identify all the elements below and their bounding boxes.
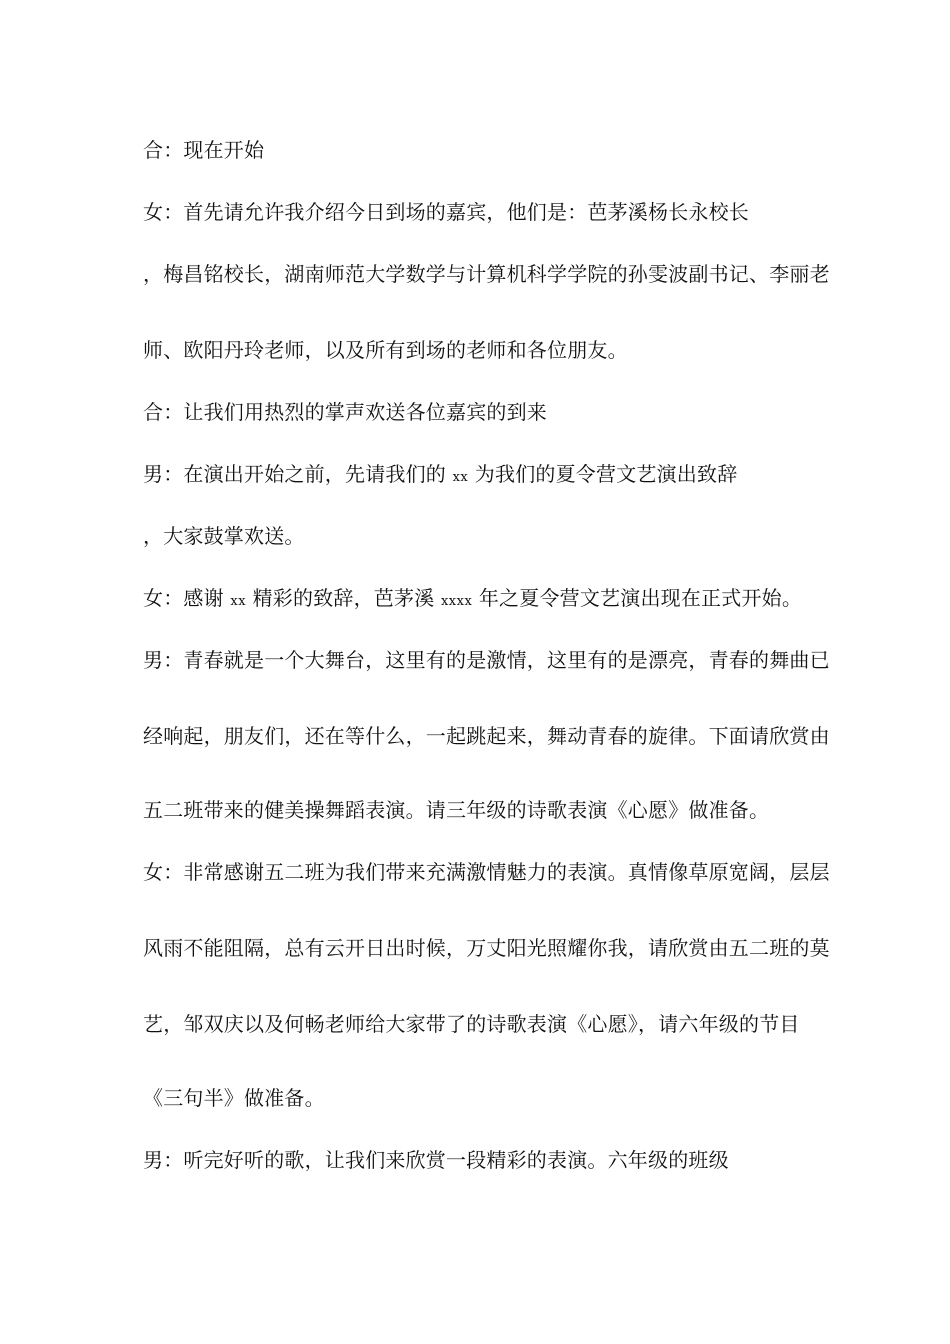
script-line-11: 五二班带来的健美操舞蹈表演。请三年级的诗歌表演《心愿》做准备。 [143, 798, 770, 822]
script-line-4: 师、欧阳丹玲老师，以及所有到场的老师和各位朋友。 [143, 338, 628, 362]
script-line-15: 《三句半》做准备。 [143, 1086, 325, 1110]
script-line-6 [143, 460, 737, 492]
line-6-part-1: 男：在演出开始之前，先请我们的 [143, 462, 453, 486]
placeholder-year: xxxx [440, 594, 473, 609]
script-line-7: ，大家鼓掌欢送。 [143, 524, 305, 548]
line-6-part-2: 为我们的夏令营文艺演出致辞 [468, 462, 738, 486]
script-line-5: 合：让我们用热烈的掌声欢送各位嘉宾的到来 [143, 400, 547, 424]
line-8-part-3: 年之夏令营文艺演出现在正式开始。 [472, 586, 803, 610]
placeholder-name: xx [452, 470, 469, 485]
script-line-10: 经响起，朋友们，还在等什么，一起跳起来，舞动青春的旋律。下面请欣赏由 [143, 724, 830, 748]
script-line-16: 男：听完好听的歌，让我们来欣赏一段精彩的表演。六年级的班级 [143, 1148, 729, 1172]
script-line-13: 风雨不能阻隔，总有云开日出时候，万丈阳光照耀你我，请欣赏由五二班的莫 [143, 936, 830, 960]
script-line-2: 女：首先请允许我介绍今日到场的嘉宾，他们是：芭茅溪杨长永校长 [143, 200, 749, 224]
line-8-part-2: 精彩的致辞，芭茅溪 [246, 586, 441, 610]
script-line-14: 艺，邹双庆以及何畅老师给大家带了的诗歌表演《心愿》，请六年级的节目 [143, 1012, 800, 1036]
script-line-8 [143, 584, 802, 616]
line-8-part-1: 女：感谢 [143, 586, 231, 610]
placeholder-name: xx [230, 594, 247, 609]
script-line-12: 女：非常感谢五二班为我们带来充满激情魅力的表演。真情像草原宽阔，层层 [143, 860, 830, 884]
script-line-9: 男：青春就是一个大舞台，这里有的是激情，这里有的是漂亮，青春的舞曲已 [143, 648, 830, 672]
script-line-1: 合：现在开始 [143, 138, 265, 162]
script-line-3: ，梅昌铭校长，湖南师范大学数学与计算机科学学院的孙雯波副书记、李丽老 [143, 262, 830, 286]
